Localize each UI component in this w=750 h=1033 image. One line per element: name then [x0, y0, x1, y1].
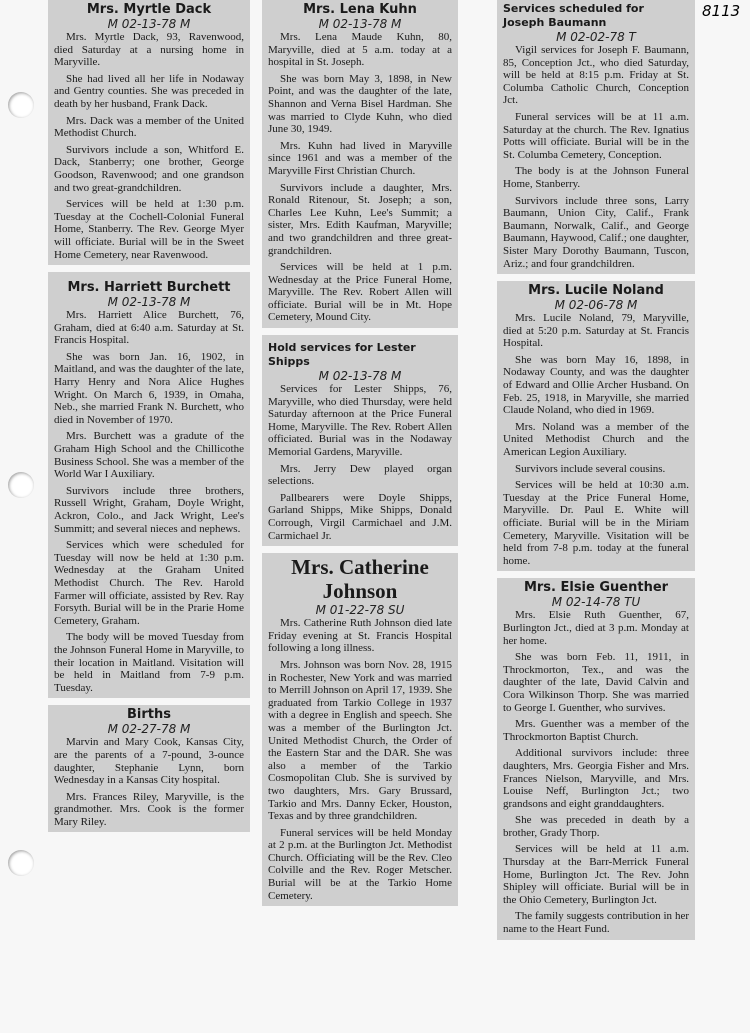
clipping-paragraph: She was preceded in death by a brother, Grady Thorp.	[503, 814, 689, 839]
clipping-johnson	[262, 553, 458, 906]
column-left	[48, 0, 250, 842]
clipping-headline: Births	[127, 707, 171, 723]
clipping-paragraph: Services which were scheduled for Tuesday will now be held at 1:30 p.m. Wednesday at the Graham United Methodist Church. The Rev. Harold Farmer will officiate, assisted by Rev. Ray Forsyth. Burial will be in the Prarie Home Cemetery, Graham.	[54, 539, 244, 627]
clipping-paragraph: The body is at the Johnson Funeral Home, Stanberry.	[503, 165, 689, 190]
clipping-paragraph: Mrs. Jerry Dew played organ selections.	[268, 462, 452, 488]
clipping-paragraph: Mrs. Noland was a member of the United Methodist Church and the American Legion Auxiliary.	[503, 420, 689, 459]
clipping-paragraph: Services will be held at 10:30 a.m. Tuesday at the Price Funeral Home, Maryville. Dr. Paul E. White will officiate. Burial will be in the Miriam Cemetery, Maryville. Visitation will be held from 7-8 p.m. today at the funeral home.	[503, 479, 689, 567]
handwritten-date-note: M 02-13-78 M	[318, 17, 402, 31]
handwritten-date-note: M 02-06-78 M	[554, 298, 638, 313]
clipping-paragraph: Survivors include a daughter, Mrs. Ronald Ritenour, St. Joseph; a son, Charles Lee Kuhn, Lee's Summit; a sister, Mrs. Edith Kaufman, Maryville; and two grandchildren and three great-grandchildren.	[268, 181, 452, 257]
handwritten-date-note: M 02-13-78 M	[107, 17, 191, 31]
clipping-paragraph: She was born May 16, 1898, in Nodaway County, and was the daughter of Edward and Ollie Archer Husband. On Feb. 25, 1918, in Maryville, she married Claude Noland, who died in 1969.	[503, 353, 689, 417]
clipping-paragraph: Mrs. Lucile Noland, 79, Maryville, died at 5:20 p.m. Saturday at St. Francis Hospital.	[503, 312, 689, 350]
clipping-births	[48, 705, 250, 832]
clipping-paragraph: Survivors include several cousins.	[515, 462, 666, 475]
clipping-paragraph: She had lived all her life in Nodaway and Gentry counties. She was preceded in death by her husband, Frank Dack.	[54, 72, 244, 110]
handwritten-date-note: M 02-02-78 T	[556, 30, 636, 44]
clipping-paragraph: Survivors include three brothers, Russell Wright, Graham, Doyle Wright, Ackron, Colo., and Jack Wright, Lee's Summitt; and several nieces and nephews.	[54, 484, 244, 535]
page-number: 8113	[702, 2, 741, 20]
clipping-paragraph: Mrs. Guenther was a member of the Throckmorton Baptist Church.	[503, 718, 689, 743]
clipping-paragraph: Funeral services will be at 11 a.m. Saturday at the church. The Rev. Ignatius Potts will officiate. Burial will be in the St. Columba Cemetery, Conception.	[503, 110, 689, 161]
column-right	[497, 0, 695, 950]
handwritten-date-note: M 02-13-78 M	[107, 295, 191, 310]
clipping-headline: Mrs. Myrtle Dack	[86, 2, 212, 17]
clipping-paragraph: Additional survivors include: three daughters, Mrs. Georgia Fisher and Mrs. Frances Nielson, Maryville, and Mrs. Louise Neff, Burlington Jct.; two grandsons and eight granddaughters.	[503, 747, 689, 810]
clipping-paragraph: The body will be moved Tuesday from the Johnson Funeral Home in Maryville, to their location in Maitland. Visitation will be held in Maitland from 7-9 p.m. Tuesday.	[54, 631, 244, 694]
clipping-shipps	[262, 335, 458, 546]
clipping-paragraph: Mrs. Johnson was born Nov. 28, 1915 in Rochester, New York and was married to Merrill Johnson on April 17, 1939. She graduated from Tarkio College in 1937 with a degree in English and speech. She was a member of the Burlington Jct. United Methodist Church, the Order of the Eastern Star and the DAR. She was also a member of the Tarkio Cosmopolitan Club. She is survived by two daughters, Mrs. Gary Brussard, Tarkio and Mrs. Danny Ecker, Houston, Texas and by three grandchildren.	[268, 658, 452, 823]
handwritten-date-note: M 02-14-78 TU	[551, 595, 641, 610]
clipping-paragraph: Pallbearers were Doyle Shipps, Garland Shipps, Mike Shipps, Donald Corrough, Virgil Carmichael and J.M. Carmichael Jr.	[268, 491, 452, 542]
clipping-headline: Services scheduled for Joseph Baumann	[503, 2, 644, 29]
clipping-paragraph: She was born Feb. 11, 1911, in Throckmorton, Tex., and was the daughter of the late, David Calvin and Cora Wilkinson Thorp. She was married to George I. Guenther, who survives.	[503, 651, 689, 714]
clipping-paragraph: Services will be held at 1 p.m. Wednesday at the Price Funeral Home, Maryville. The Rev. Robert Allen will officiate. Burial will be in Mt. Hope Cemetery, Mound City.	[268, 261, 452, 324]
clipping-paragraph: Services will be held at 1:30 p.m. Tuesday at the Cochell-Colonial Funeral Home, Stanberry. The Rev. George Myer will officiate. Burial will be in the Sweet Home Cemetery, near Ravenwood.	[54, 198, 244, 261]
clipping-kuhn	[262, 0, 458, 328]
clipping-paragraph: Marvin and Mary Cook, Kansas City, are the parents of a 7-pound, 3-ounce daughter, Stephanie Lynn, born Wednesday in a Kansas City hospital.	[54, 736, 244, 787]
binder-hole	[8, 850, 34, 876]
binder-hole	[8, 92, 34, 118]
clipping-paragraph: Mrs. Harriett Alice Burchett, 76, Graham, died at 6:40 a.m. Saturday at St. Francis Hospital.	[54, 309, 244, 347]
clipping-guenther	[497, 578, 695, 939]
clipping-headline: Mrs. Lena Kuhn	[303, 2, 417, 17]
handwritten-date-note: M 01-22-78 SU	[315, 603, 405, 618]
clipping-paragraph: Mrs. Lena Maude Kuhn, 80, Maryville, died at 5 a.m. today at a hospital in St. Joseph.	[268, 31, 452, 69]
clipping-paragraph: Mrs. Myrtle Dack, 93, Ravenwood, died Saturday at a nursing home in Maryville.	[54, 31, 244, 69]
clipping-headline: Mrs. Harriett Burchett	[67, 280, 231, 296]
clipping-baumann	[497, 0, 695, 274]
clipping-paragraph: Survivors include a son, Whitford E. Dack, Stanberry; one brother, George Goodson, Ravenwood; and one grandson and two great-grandchildren.	[54, 143, 244, 194]
clipping-noland	[497, 281, 695, 571]
clipping-paragraph: Services for Lester Shipps, 76, Maryville, who died Thursday, were held Saturday afternoon at the Price Funeral Home, Maryville. The Rev. Robert Allen officiated. Burial was in the Nodaway Memorial Gardens, Maryville.	[268, 383, 452, 459]
clipping-dack	[48, 0, 250, 265]
handwritten-date-note: M 02-27-78 M	[107, 722, 191, 737]
clipping-paragraph: Mrs. Catherine Ruth Johnson died late Friday evening at St. Francis Hospital following a long illness.	[268, 617, 452, 655]
clipping-paragraph: Vigil services for Joseph F. Baumann, 85, Conception Jct., who died Saturday, will be held at 8:15 p.m. Friday at St. Columba Catholic Church, Conception Jct.	[503, 44, 689, 107]
clipping-headline: Mrs. Elsie Guenther	[523, 580, 669, 596]
clipping-paragraph: Mrs. Frances Riley, Maryville, is the grandmother. Mrs. Cook is the former Mary Riley.	[54, 790, 244, 828]
clipping-paragraph: She was born May 3, 1898, in New Point, and was the daughter of the late, Shannon and Verna Bisel Hardman. She was married to Clyde Kuhn, who died June 30, 1949.	[268, 72, 452, 136]
column-middle	[262, 0, 458, 916]
clipping-headline: Mrs. Lucile Noland	[528, 283, 664, 299]
clipping-paragraph: Mrs. Burchett was a gradute of the Graham High School and the Chillicothe Business School. She was a member of the World War I Auxiliary.	[54, 430, 244, 481]
clipping-burchett	[48, 272, 250, 698]
clipping-headline: Hold services for Lester Shipps	[268, 341, 416, 369]
handwritten-date-note: M 02-13-78 M	[318, 369, 402, 384]
clipping-paragraph: Mrs. Kuhn had lived in Maryville since 1961 and was a member of the Maryville First Christian Church.	[268, 139, 452, 177]
clipping-paragraph: She was born Jan. 16, 1902, in Maitland, and was the daughter of the late, Harry Henry and Nora Alice Hughes Wright. On March 6, 1939, in Omaha, Neb., she married Frank N. Burchett, who died in November of 1970.	[54, 350, 244, 426]
clipping-paragraph: Mrs. Elsie Ruth Guenther, 67, Burlington Jct., died at 3 p.m. Monday at her home.	[503, 609, 689, 647]
clipping-paragraph: The family suggests contribution in her name to the Heart Fund.	[503, 910, 689, 936]
binder-hole	[8, 472, 34, 498]
clipping-headline: Mrs. Catherine Johnson	[291, 555, 429, 604]
clipping-paragraph: Funeral services will be held Monday at 2 p.m. at the Burlington Jct. Methodist Church. Officiating will be the Rev. Cleo Colville and the Rev. Roger Metscher. Burial will be at the Tarkio Home Cemetery.	[268, 826, 452, 902]
clipping-paragraph: Services will be held at 11 a.m. Thursday at the Barr-Merrick Funeral Home, Burlington Jct. The Rev. John Shipley will officiate. Burial will be in the Ohio Cemetery, Burlington Jct.	[503, 843, 689, 906]
clipping-paragraph: Mrs. Dack was a member of the United Methodist Church.	[54, 114, 244, 140]
clipping-paragraph: Survivors include three sons, Larry Baumann, Union City, Calif., Frank Baumann, Norwalk, Calif., and George Baumann, Haywood, Calif.; one daughter, Sister Mary Dorothy Baumann, Tuscon, Ariz.; and four grandchildren.	[503, 194, 689, 270]
